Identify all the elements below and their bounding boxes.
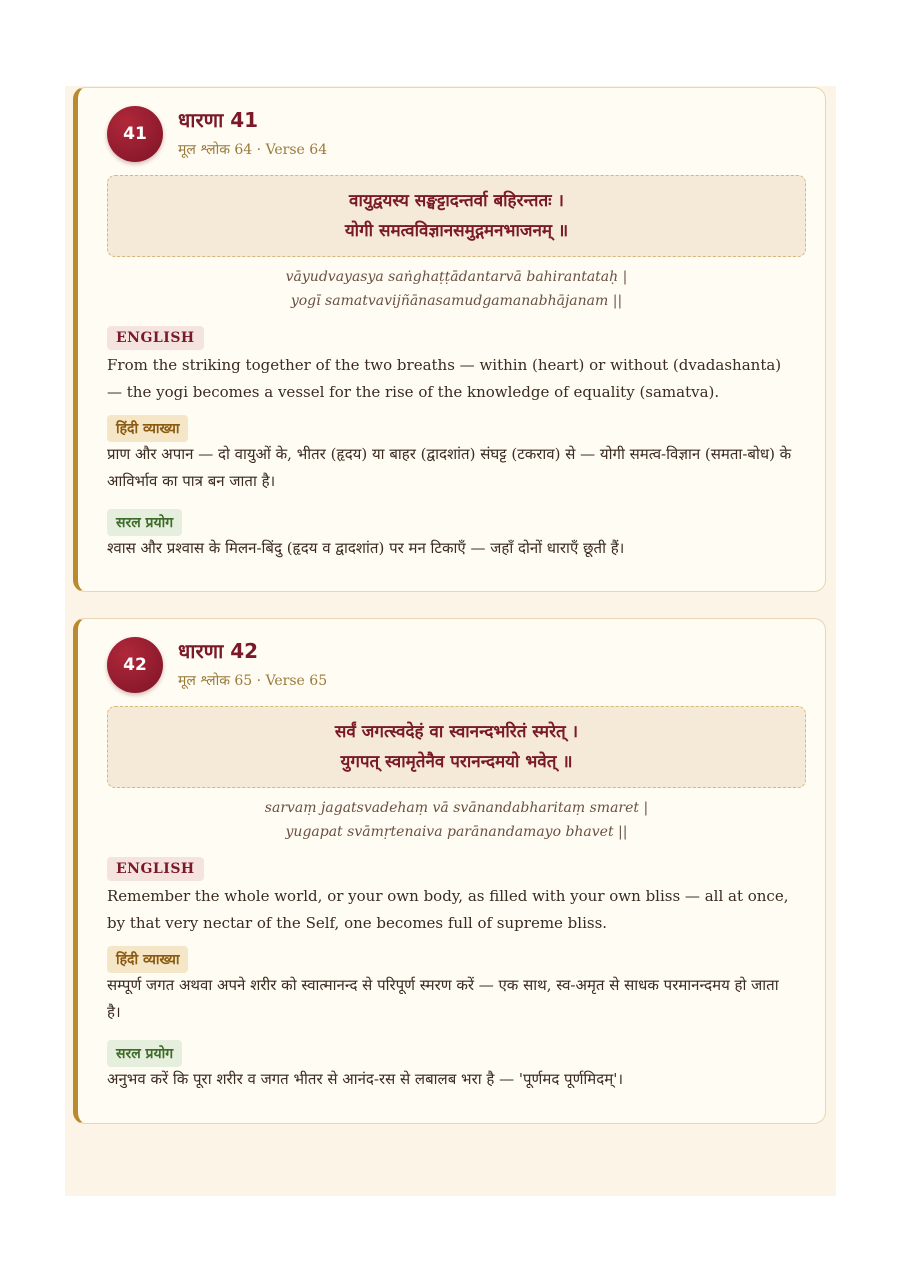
verse-line-2: योगी समत्वविज्ञानसमुद्गमनभाजनम् ॥ [344,221,569,241]
translit-line-2: yogī samatvavijñānasamudgamanabhājanam || [290,293,623,309]
translit-line-1: sarvaṃ jagatsvadehaṃ vā svānandabharitaṃ smaret | [264,800,649,816]
hindi-explanation: प्राण और अपान — दो वायुओं के, भीतर (हृदय) या बाहर (द्वादशांत) संघट्ट (टकराव) से — योगी समत्व-विज्ञान (समता-बोध) के आविर्भाव का पात्र बन जाता है। [107,445,792,490]
card-title: धारणा 42 [178,639,259,663]
verse-line-1: वायुद्वयस्य सङ्घट्टादन्तर्वा बहिरन्ततः । [349,191,564,211]
practice-label: सरल प्रयोग [107,1040,182,1067]
card-title: धारणा 41 [178,108,259,132]
english-translation: Remember the whole world, or your own body, as filled with your own bliss — all at once, by that very nectar of the Self, one becomes full of supreme bliss. [107,887,789,932]
hindi-explanation: सम्पूर्ण जगत अथवा अपने शरीर को स्वात्मानन्द से परिपूर्ण स्मरण करें — एक साथ, स्व-अमृत से साधक परमानन्दमय हो जाता है। [107,976,779,1021]
number-badge: 41 [107,106,163,162]
english-label: ENGLISH [107,326,204,350]
translit-line-2: yugapat svāmṛtenaiva parānandamayo bhavet || [285,824,628,840]
verse-line-2: युगपत् स्वामृतेनैव परानन्दमयो भवेत् ॥ [340,752,573,772]
verse-reference: मूल श्लोक 64 · Verse 64 [178,142,328,158]
english-translation: From the striking together of the two breaths — within (heart) or without (dvadashanta) — the yogi becomes a vessel for the rise of the knowledge of equality (samatva). [107,356,782,401]
number-badge: 42 [107,637,163,693]
sanskrit-verse [107,175,806,257]
dharana-card-42 [73,618,826,1124]
transliteration [107,265,806,313]
verse-line-1: सर्वं जगत्स्वदेहं वा स्वानन्दभरितं स्मरेत् । [334,722,579,742]
hindi-label: हिंदी व्याख्या [107,946,188,973]
transliteration [107,796,806,844]
verse-reference: मूल श्लोक 65 · Verse 65 [178,673,328,689]
practice-text: श्वास और प्रश्वास के मिलन-बिंदु (हृदय व द्वादशांत) पर मन टिकाएँ — जहाँ दोनों धाराएँ छूती हैं। [107,539,625,557]
translit-line-1: vāyudvayasya saṅghaṭṭādantarvā bahirantataḥ | [285,269,628,285]
hindi-label: हिंदी व्याख्या [107,415,188,442]
english-label: ENGLISH [107,857,204,881]
practice-text: अनुभव करें कि पूरा शरीर व जगत भीतर से आनंद-रस से लबालब भरा है — 'पूर्णमद पूर्णमिदम्'। [107,1070,624,1088]
practice-label: सरल प्रयोग [107,509,182,536]
sanskrit-verse [107,706,806,788]
dharana-card-41 [73,87,826,592]
